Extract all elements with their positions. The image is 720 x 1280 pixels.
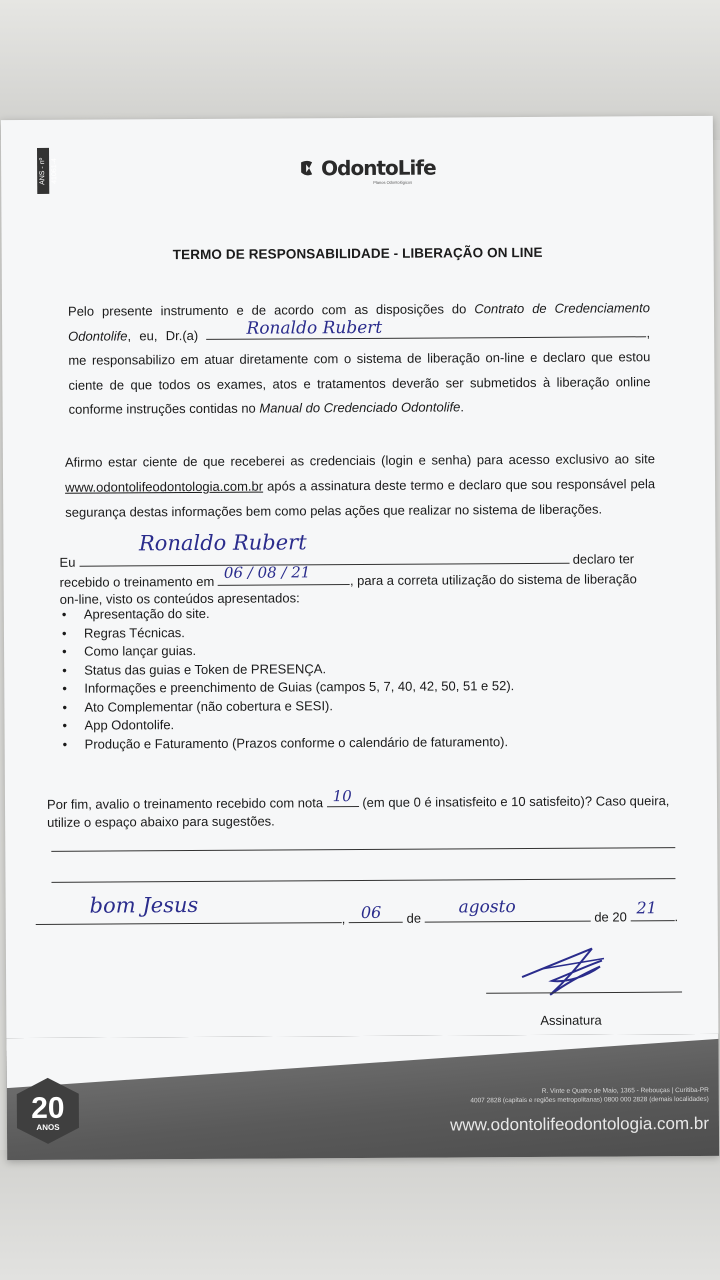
p2-intro: Afirmo estar ciente de que receberei as credenciais (login e senha) para acesso exclusivo ao site [64,451,655,470]
badge-number: 20 [31,1091,65,1126]
badge-word: ANOS [36,1122,60,1132]
city-field [36,892,342,925]
handwritten-signature [482,946,682,997]
training-topics-list [62,603,515,754]
list-item: • Como lançar guias. [62,643,197,659]
address-line: R. Vinte e Quatro de Maio, 1365 - Rebouças | Curitiba-PR [541,1086,709,1095]
p1-end: . [460,399,464,415]
background-surface [0,1150,720,1280]
decl-declaro: declaro ter [572,551,635,567]
day-handwritten: 06 [360,902,382,922]
list-item: • Regras Técnicas. [61,624,185,641]
footer-website[interactable]: www.odontolifeodontologia.com.br [449,1113,710,1135]
de-label-2: de 20 [594,909,627,925]
rating-score-field [327,787,359,807]
declarant-name-field [79,530,569,567]
ans-code-label: ANS - nº 41061-4 [37,148,49,194]
phone-line: 4007 2828 (capitais e regiões metropolitanas) 0800 000 2828 (demais localidades) [470,1095,709,1105]
document-page [1,116,719,1160]
suggestion-line-2 [51,878,675,883]
decl-rest: , para a correta utilização do sistema de liberação on-line, visto os conteúdos apresentados: [59,570,637,607]
doctor-name-field [206,317,646,340]
footer-address [289,1086,709,1107]
list-item: • Informações e preenchimento de Guias (campos 5, 7, 40, 42, 50, 51 e 52). [62,678,515,696]
de-label-1: de [406,910,422,926]
rating-rest: (em que 0 é insatisfeito e 10 satisfeito)? Caso queira, utilize o espaço abaixo para sugestões. [47,793,670,830]
rating-intro: Por fim, avalio o treinamento recebido com nota [46,795,324,812]
training-date-field [218,562,350,586]
rating-score-handwritten: 10 [332,787,352,806]
site-link[interactable]: www.odontolifeodontologia.com.br [65,478,264,495]
decl-recebido: recebido o treinamento em [59,573,215,590]
p2-rest: após a assinatura deste termo e declaro que sou responsável pela segurança destas informações bem como pelas ações que realizar no sistema de liberações. [65,476,656,520]
paragraph-credentials [65,446,655,525]
p1-intro: Pelo presente instrumento e de acordo com as disposições do [67,301,475,319]
company-logo [297,156,436,181]
training-date-handwritten: 06 / 08 / 21 [223,562,311,582]
logo-tooth-icon [297,158,317,178]
year-handwritten: 21 [636,898,657,918]
day-field [349,902,403,923]
paragraph-responsibility: Pelo presente instrumento e de acordo com as disposições do Contrato de Credenciamento Odontolife, eu, Dr.(a) Ronaldo Rubert , me responsabilizo em atuar diretamente com o sistema de liberação on-line e declaro que estou ciente de que todos os exames, atos e tratamentos deverão ser submetidos à liberação online conforme instruções contidas no Manual do Credenciado Odontolife. [67,300,651,417]
p1-contract: Contrato de Credenciamento Odontolife [68,300,651,344]
city-handwritten: bom Jesus [89,892,199,918]
p1-body: me responsabilizo em atuar diretamente com o sistema de liberação on-line e declaro que estou ciente de que todos os exames, atos e tratamentos deverão ser submetidos à liberação online conforme instruções contidas no [68,349,651,417]
list-item: • App Odontolife. [62,717,175,733]
p1-eu-dr: , eu, Dr.(a) [127,327,199,343]
decl-eu: Eu [59,554,76,570]
document-title: TERMO DE RESPONSABILIDADE - LIBERAÇÃO ON LINE [172,244,543,263]
logo-tagline: Planos Odontológicos [373,179,413,185]
anniversary-badge [11,1074,85,1148]
training-declaration [59,530,649,608]
list-item: • Ato Complementar (não cobertura e SESI). [62,697,334,715]
list-item: • Apresentação do site. [61,605,210,622]
month-field [425,897,591,923]
declarant-name-handwritten: Ronaldo Rubert [138,530,307,556]
year-field [630,898,674,921]
signature-label: Assinatura [540,1012,602,1028]
footer-band [6,1034,719,1160]
logo-text: OdontoLife [321,155,436,181]
p1-manual: Manual do Credenciado Odontolife [259,399,461,416]
doctor-name-handwritten: Ronaldo Rubert [246,317,383,339]
list-item: • Produção e Faturamento (Prazos conforme o calendário de faturamento). [62,733,509,752]
place-and-date: bom Jesus , 06 de agosto de 20 21 . [36,906,696,928]
month-handwritten: agosto [458,897,516,918]
list-item: • Status das guias e Token de PRESENÇA. [62,660,327,678]
training-rating [46,787,677,832]
suggestion-line-1 [51,847,675,852]
